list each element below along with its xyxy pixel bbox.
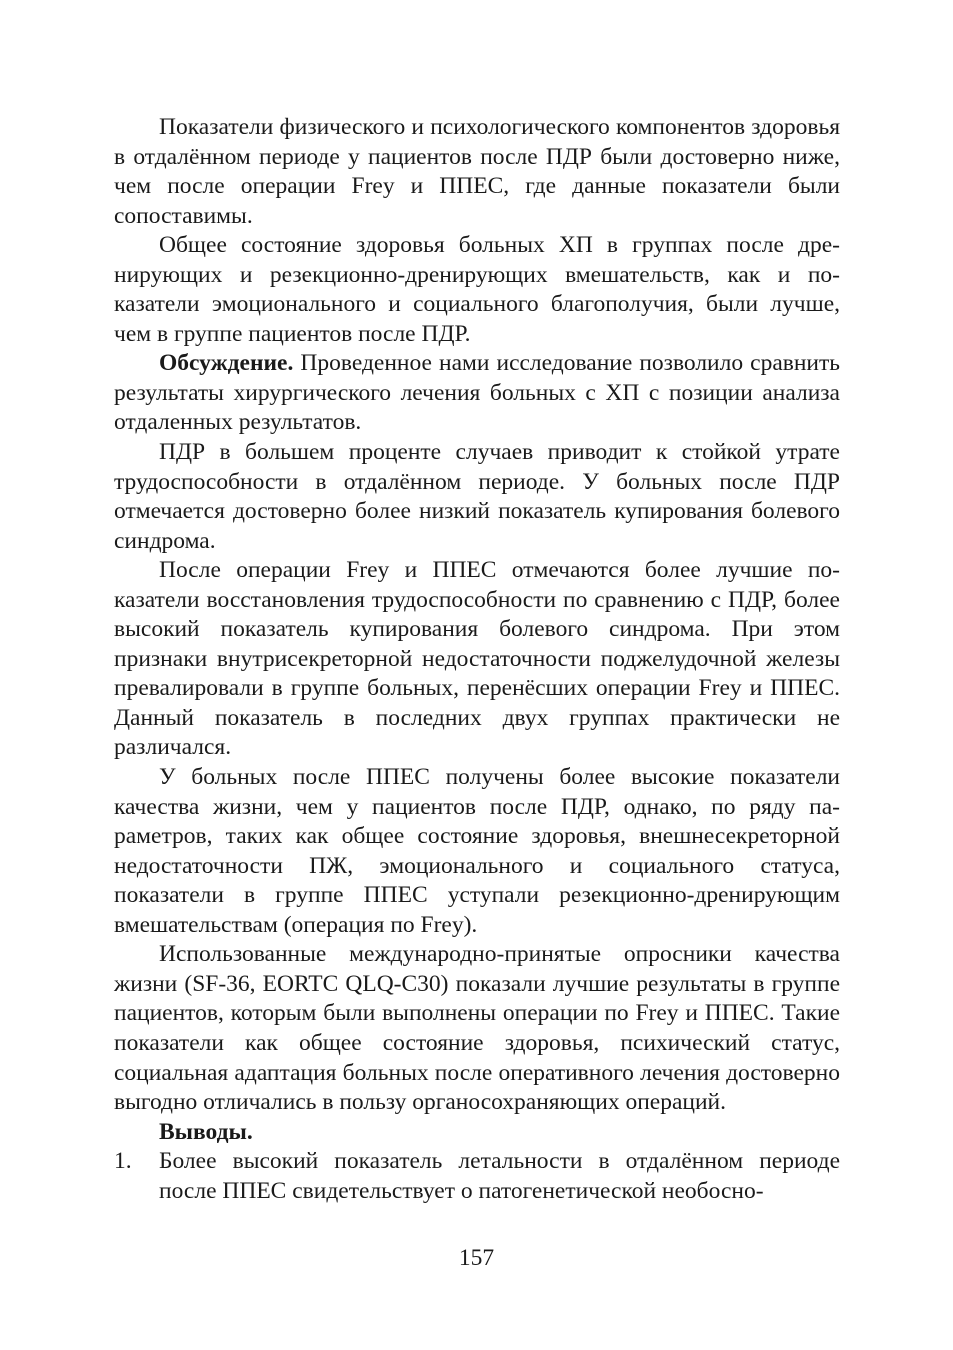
- conclusion-item: [114, 1147, 840, 1206]
- paragraph-text: Общее состояние здоровья больных ХП в группах после дренирующих и резекционно-дренирующих вмешательств, как и показатели эмоционального и социального благополучия, были лучше, чем в группе пациентов после ПДР.: [114, 232, 840, 347]
- body-text: [114, 113, 840, 1206]
- paragraph-health-components: [114, 113, 840, 231]
- paragraph-discussion: [114, 349, 840, 438]
- paragraph-text: ПДР в большем проценте случаев приводит к стойкой утрате трудоспособности в отдалённом периоде. У больных после ПДР отмечается достоверно более низкий показатель купирования болевого синдрома.: [114, 439, 840, 554]
- paragraph-text: После операции Frey и ППЕС отмечаются более лучшие показатели восстановления трудоспособности по сравнению с ПДР, более высокий показатель купирования болевого синдрома. При этом признаки внутрисекреторной недостаточности поджелудочной железы превалировали в группе больных, перенёсших операции Frey и ППЕС. Данный показатель в последних двух группах практически не различался.: [114, 557, 840, 761]
- paragraph-questionnaires: [114, 940, 840, 1117]
- paragraph-general-health: [114, 231, 840, 349]
- conclusion-number: 1.: [114, 1148, 132, 1175]
- conclusion-text: Более высокий показатель летальности в отдалённом периоде после ППЕС свидетельствует о патогенетической необосно-: [159, 1148, 840, 1204]
- discussion-heading: Обсуждение.: [159, 350, 294, 377]
- paragraph-text: У больных после ППЕС получены более высокие показатели качества жизни, чем у пациентов после ПДР, однако, по ряду параметров, таких как общее состояние здоровья, внешнесекреторной недостаточности ПЖ, эмоционального и социального статуса, показатели в группе ППЕС уступали резекционно-дренирующим вмешательствам (операция по Frey).: [114, 764, 840, 938]
- paragraph-frey-ppes: [114, 556, 840, 763]
- paragraph-pdr-disability: [114, 438, 840, 556]
- page-number: 157: [458, 1245, 495, 1271]
- conclusions-heading: Выводы.: [159, 1118, 253, 1145]
- paragraph-quality-of-life: [114, 763, 840, 940]
- paragraph-text: Показатели физического и психологического компонентов здоровья в отдалённом периоде у пациентов после ПДР были достоверно ниже, чем после операции Frey и ППЕС, где данные показатели были сопоставимы.: [114, 114, 840, 229]
- paragraph-text: Проведенное нами исследование позволило сравнить результаты хирургического лечения больных с ХП с позиции анализа отдаленных результатов.: [114, 350, 840, 436]
- paragraph-text: Использованные международно-принятые опросники качества жизни (SF-36, EORTC QLQ-C30) показали лучшие результаты в группе пациентов, которым были выполнены операции по Frey и ППЕС. Такие показатели как общее состояние здоровья, психический статус, социальная адаптация больных после оперативного лечения достоверно выгодно отличались в пользу органосохраняющих операций.: [114, 941, 840, 1116]
